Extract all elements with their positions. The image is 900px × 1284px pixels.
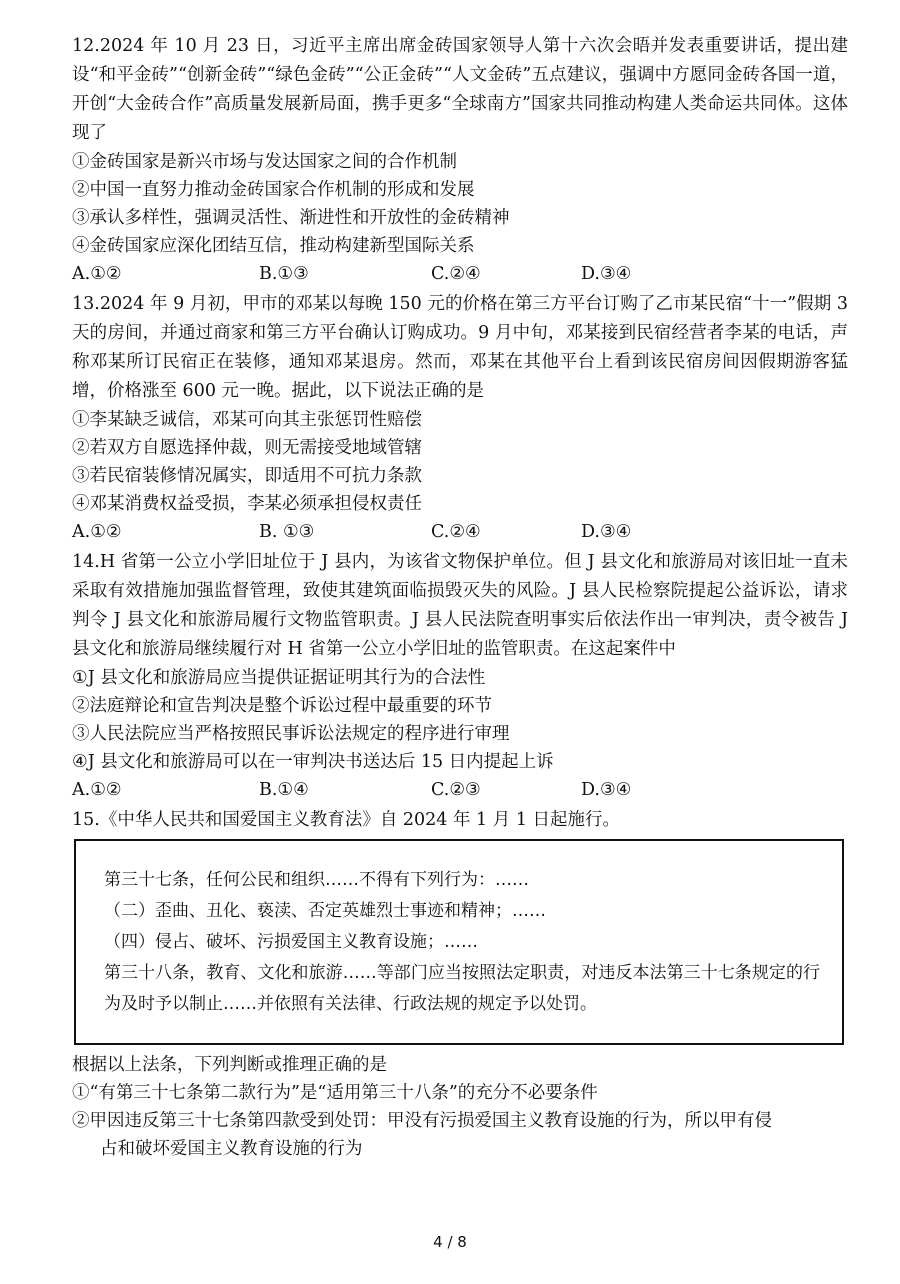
choice-c[interactable]: C.②④ bbox=[431, 264, 481, 284]
question-stem: 12.2024 年 10 月 23 日，习近平主席出席金砖国家领导人第十六次会晤并发表重要讲话，提出建设“和平金砖”“创新金砖”“绿色金砖”“公正金砖”“人文金砖”五点建议，强调中方愿同金砖各国一道，开创“大金砖合作”高质量发展新局面，携手更多“全球南方”国家共同推动构建人类命运共同体。这体现了 bbox=[72, 36, 848, 143]
question-15 bbox=[72, 806, 848, 1163]
page-number: 4 / 8 bbox=[433, 1233, 467, 1251]
statement-item-continuation: 占和破坏爱国主义教育设施的行为 bbox=[100, 1139, 363, 1159]
statement-item: ②法庭辩论和宣告判决是整个诉讼过程中最重要的环节 bbox=[72, 696, 492, 716]
choice-c[interactable]: C.②③ bbox=[431, 780, 481, 800]
choice-b[interactable]: B.①④ bbox=[259, 780, 309, 800]
question-stem: 13.2024 年 9 月初，甲市的邓某以每晚 150 元的价格在第三方平台订购了乙市某民宿“十一”假期 3 天的房间，并通过商家和第三方平台确认订购成功。9 月中旬，邓某接到民宿经营者李某的电话，声称邓某所订民宿正在装修，通知邓某退房。然而，邓某在其他平台上看到该民宿房间因假期游客猛增，价格涨至 600 元一晚。据此，以下说法正确的是 bbox=[72, 294, 848, 401]
law-clause-2: （二）歪曲、丑化、亵渎、否定英雄烈士事迹和精神；…… bbox=[104, 901, 546, 921]
law-article-37: 第三十七条，任何公民和组织……不得有下列行为：…… bbox=[104, 870, 529, 890]
statement-item: ①“有第三十七条第二款行为”是“适用第三十八条”的充分不必要条件 bbox=[72, 1083, 598, 1103]
statement-item: ④邓某消费权益受损，李某必须承担侵权责任 bbox=[72, 494, 422, 514]
statement-item: ①李某缺乏诚信，邓某可向其主张惩罚性赔偿 bbox=[72, 410, 422, 430]
law-article-38: 第三十八条，教育、文化和旅游……等部门应当按照法定职责，对违反本法第三十七条规定的行为及时予以制止……并依照有关法律、行政法规的规定予以处罚。 bbox=[104, 963, 820, 1014]
choice-a[interactable]: A.①② bbox=[72, 264, 122, 284]
exam-page bbox=[72, 32, 848, 1165]
statement-item: ③承认多样性，强调灵活性、渐进性和开放性的金砖精神 bbox=[72, 208, 510, 228]
question-12 bbox=[72, 32, 848, 288]
statement-item: ②若双方自愿选择仲裁，则无需接受地域管辖 bbox=[72, 438, 422, 458]
statement-item: ②中国一直努力推动金砖国家合作机制的形成和发展 bbox=[72, 180, 475, 200]
choice-b[interactable]: B.①③ bbox=[259, 264, 309, 284]
law-excerpt-box bbox=[74, 839, 844, 1045]
statement-item: ①金砖国家是新兴市场与发达国家之间的合作机制 bbox=[72, 152, 457, 172]
statement-item: ③若民宿装修情况属实，即适用不可抗力条款 bbox=[72, 466, 422, 486]
choice-a[interactable]: A.①② bbox=[72, 522, 122, 542]
choice-b[interactable]: B. ①③ bbox=[259, 522, 315, 542]
statement-item: ②甲因违反第三十七条第四款受到处罚：甲没有污损爱国主义教育设施的行为，所以甲有侵 bbox=[72, 1111, 772, 1131]
answer-choices bbox=[72, 260, 848, 288]
choice-d[interactable]: D.③④ bbox=[581, 522, 632, 542]
choice-d[interactable]: D.③④ bbox=[581, 264, 632, 284]
question-stem: 15.《中华人民共和国爱国主义教育法》自 2024 年 1 月 1 日起施行。 bbox=[72, 810, 621, 830]
law-clause-4: （四）侵占、破坏、污损爱国主义教育设施；…… bbox=[104, 932, 478, 952]
answer-choices bbox=[72, 776, 848, 804]
choice-c[interactable]: C.②④ bbox=[431, 522, 481, 542]
statement-item: ④J 县文化和旅游局可以在一审判决书送达后 15 日内提起上诉 bbox=[72, 752, 554, 772]
question-prompt: 根据以上法条，下列判断或推理正确的是 bbox=[72, 1055, 387, 1075]
answer-choices bbox=[72, 518, 848, 546]
statement-item: ①J 县文化和旅游局应当提供证据证明其行为的合法性 bbox=[72, 668, 486, 688]
question-14 bbox=[72, 548, 848, 804]
question-stem: 14.H 省第一公立小学旧址位于 J 县内，为该省文物保护单位。但 J 县文化和旅游局对该旧址一直未采取有效措施加强监督管理，致使其建筑面临损毁灭失的风险。J 县人民检察院提起公益诉讼，请求判令 J 县文化和旅游局履行文物监管职责。J 县人民法院查明事实后依法作出一审判决，责令被告 J 县文化和旅游局继续履行对 H 省第一公立小学旧址的监管职责。在这起案件中 bbox=[72, 552, 848, 659]
question-13 bbox=[72, 290, 848, 546]
choice-a[interactable]: A.①② bbox=[72, 780, 122, 800]
statement-item: ④金砖国家应深化团结互信，推动构建新型国际关系 bbox=[72, 236, 475, 256]
choice-d[interactable]: D.③④ bbox=[581, 780, 632, 800]
statement-item: ③人民法院应当严格按照民事诉讼法规定的程序进行审理 bbox=[72, 724, 510, 744]
